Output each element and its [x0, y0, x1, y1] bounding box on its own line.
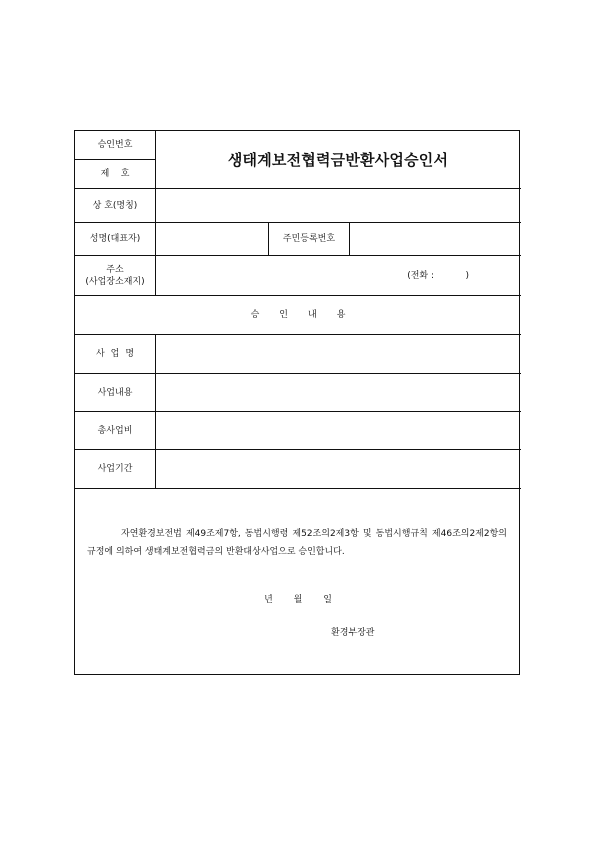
company-label: 상 호(명칭) — [92, 200, 138, 211]
approval-statement: 자연환경보전법 제49조제7항, 동법시행령 제52조의2제3항 및 동법시행규칙 제46조의2제2항의 규정에 의하여 생태계보전협력금의 반환대상사업으로 승인합니다. — [87, 529, 507, 557]
date-line: 년 월 일 — [264, 595, 332, 605]
project-name-field[interactable] — [156, 335, 521, 373]
project-content-label: 사업내용 — [97, 387, 133, 398]
address-label — [75, 256, 155, 295]
resident-number-field[interactable] — [350, 223, 521, 255]
approval-form — [74, 130, 520, 675]
project-period-label: 사업기간 — [97, 464, 133, 474]
address-label-line2: (사업장소재지) — [85, 276, 145, 287]
phone-label: (전화 : ) — [407, 270, 469, 281]
project-period-field[interactable] — [156, 450, 521, 488]
resident-number-label: 주민등록번호 — [282, 234, 336, 244]
total-cost-label: 총사업비 — [97, 425, 133, 436]
representative-field[interactable] — [156, 223, 268, 255]
signer: 환경부장관 — [331, 628, 375, 638]
project-content-field[interactable] — [156, 374, 521, 411]
approval-number-label: 승인번호 — [97, 140, 133, 150]
representative-label: 성명(대표자) — [89, 234, 141, 244]
company-field[interactable] — [156, 189, 521, 222]
divider — [75, 488, 521, 489]
address-field[interactable] — [156, 256, 521, 295]
project-name-label: 사업명 — [95, 349, 141, 359]
number-label: 제 호 — [100, 169, 130, 179]
address-label-line1: 주소 — [106, 264, 124, 275]
approval-content-header: 승인내용 — [250, 310, 366, 320]
total-cost-field[interactable] — [156, 412, 521, 449]
document-title: 생태계보전협력금반환사업승인서 — [227, 150, 449, 169]
